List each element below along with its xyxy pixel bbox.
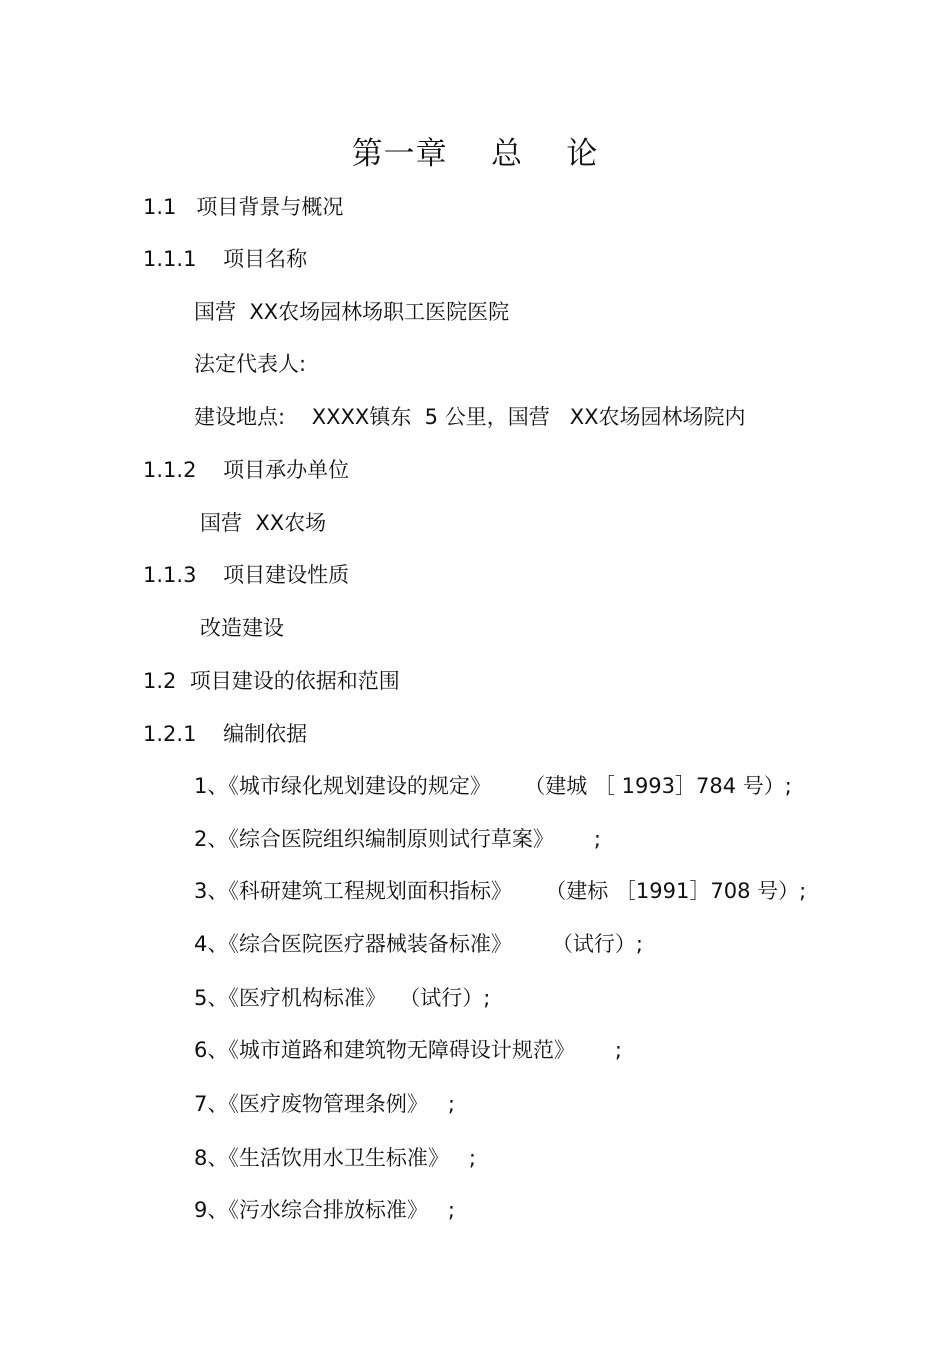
list-item: 9、《污水综合排放标准》 ; <box>194 1198 455 1222</box>
list-item: 2、《综合医院组织编制原则试行草案》 ; <box>194 827 601 851</box>
list-item: 7、《医疗废物管理条例》 ; <box>194 1092 455 1116</box>
construction-location-text: 建设地点: XXXX镇东 5 公里，国营 XX农场园林场院内 <box>194 405 746 429</box>
undertaking-unit-text: 国营 XX农场 <box>200 511 327 535</box>
list-item: 5、《医疗机构标准》 （试行）; <box>194 986 491 1010</box>
construction-nature-text: 改造建设 <box>200 616 284 640</box>
list-item: 1、《城市绿化规划建设的规定》 （建城 ［ 1993］784 号）; <box>194 774 792 798</box>
list-item: 4、《综合医院医疗器械装备标准》 （试行）; <box>194 932 643 956</box>
section-heading-1-2: 1.2 项目建设的依据和范围 <box>143 669 400 693</box>
subsection-heading-1-1-3: 1.1.3 项目建设性质 <box>143 563 350 587</box>
list-item: 8、《生活饮用水卫生标准》 ; <box>194 1146 476 1170</box>
legal-representative-text: 法定代表人: <box>194 352 307 376</box>
chapter-title: 第一章 总 论 <box>351 136 599 172</box>
section-heading-1-1: 1.1 项目背景与概况 <box>143 195 344 219</box>
subsection-heading-1-1-1: 1.1.1 项目名称 <box>143 247 308 271</box>
project-name-text: 国营 XX农场园林场职工医院医院 <box>194 300 510 324</box>
subsection-heading-1-1-2: 1.1.2 项目承办单位 <box>143 458 350 482</box>
list-item: 6、《城市道路和建筑物无障碍设计规范》 ; <box>194 1038 622 1062</box>
list-item: 3、《科研建筑工程规划面积指标》 （建标 ［1991］708 号）; <box>194 879 807 903</box>
subsection-heading-1-2-1: 1.2.1 编制依据 <box>143 722 308 746</box>
